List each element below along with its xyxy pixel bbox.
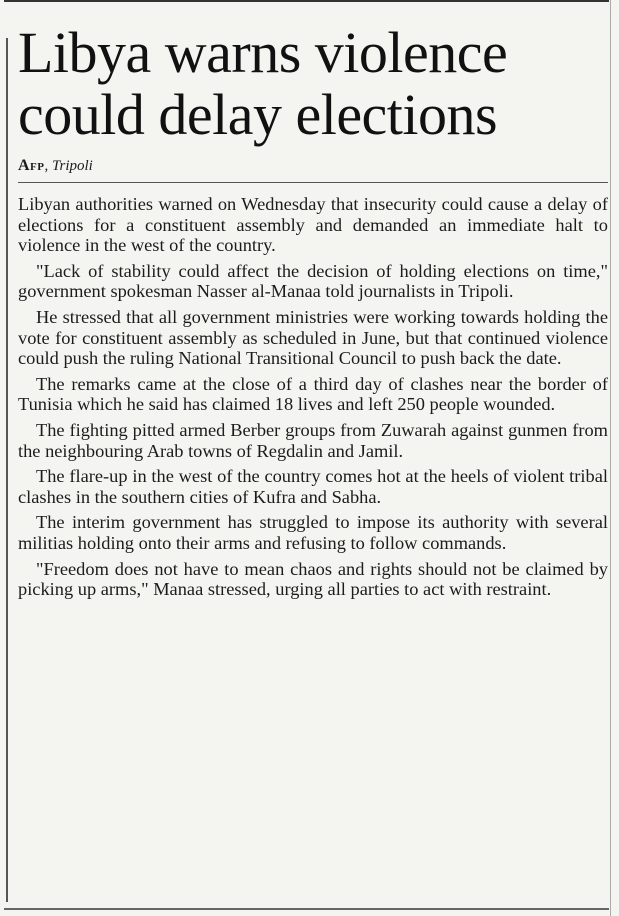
byline-agency: Afp xyxy=(18,157,45,174)
bottom-rule xyxy=(4,908,609,910)
headline-line-1: Libya warns violence xyxy=(18,20,508,85)
paragraph: "Freedom does not have to mean chaos and rights should not be claimed by picking up arms," Manaa stressed, urging all parties to act with restraint. xyxy=(18,558,608,600)
top-rule xyxy=(4,0,609,2)
paragraph: The remarks came at the close of a third day of clashes near the border of Tunisia which he said has claimed 18 lives and left 250 people wounded. xyxy=(18,373,608,415)
byline-city: Tripoli xyxy=(52,158,93,174)
paragraph: He stressed that all government ministries were working towards holding the vote for constituent assembly as scheduled in June, but that continued violence could push the ruling National Transitional Council to push back the date. xyxy=(18,306,608,369)
paragraph: The interim government has struggled to impose its authority with several militias holding onto their arms and refusing to follow commands. xyxy=(18,512,608,553)
headline xyxy=(18,22,608,146)
column-rule xyxy=(6,38,8,902)
article-body xyxy=(18,194,608,600)
byline-divider xyxy=(18,182,608,183)
page-edge xyxy=(610,0,611,916)
paragraph: The flare-up in the west of the country comes hot at the heels of violent tribal clashes in the southern cities of Kufra and Sabha. xyxy=(18,466,608,507)
paragraph: "Lack of stability could affect the decision of holding elections on time," government spokesman Nasser al-Manaa told journalists in Tripoli. xyxy=(18,260,608,302)
byline: Afp, Tripoli xyxy=(18,157,93,174)
headline-line-2: could delay elections xyxy=(18,82,498,147)
paragraph: Libyan authorities warned on Wednesday that insecurity could cause a delay of elections for a constituent assembly and demanded an immediate halt to violence in the west of the country. xyxy=(18,194,608,256)
paragraph: The fighting pitted armed Berber groups from Zuwarah against gunmen from the neighbouring Arab towns of Regdalin and Jamil. xyxy=(18,419,608,461)
news-article xyxy=(18,22,608,600)
